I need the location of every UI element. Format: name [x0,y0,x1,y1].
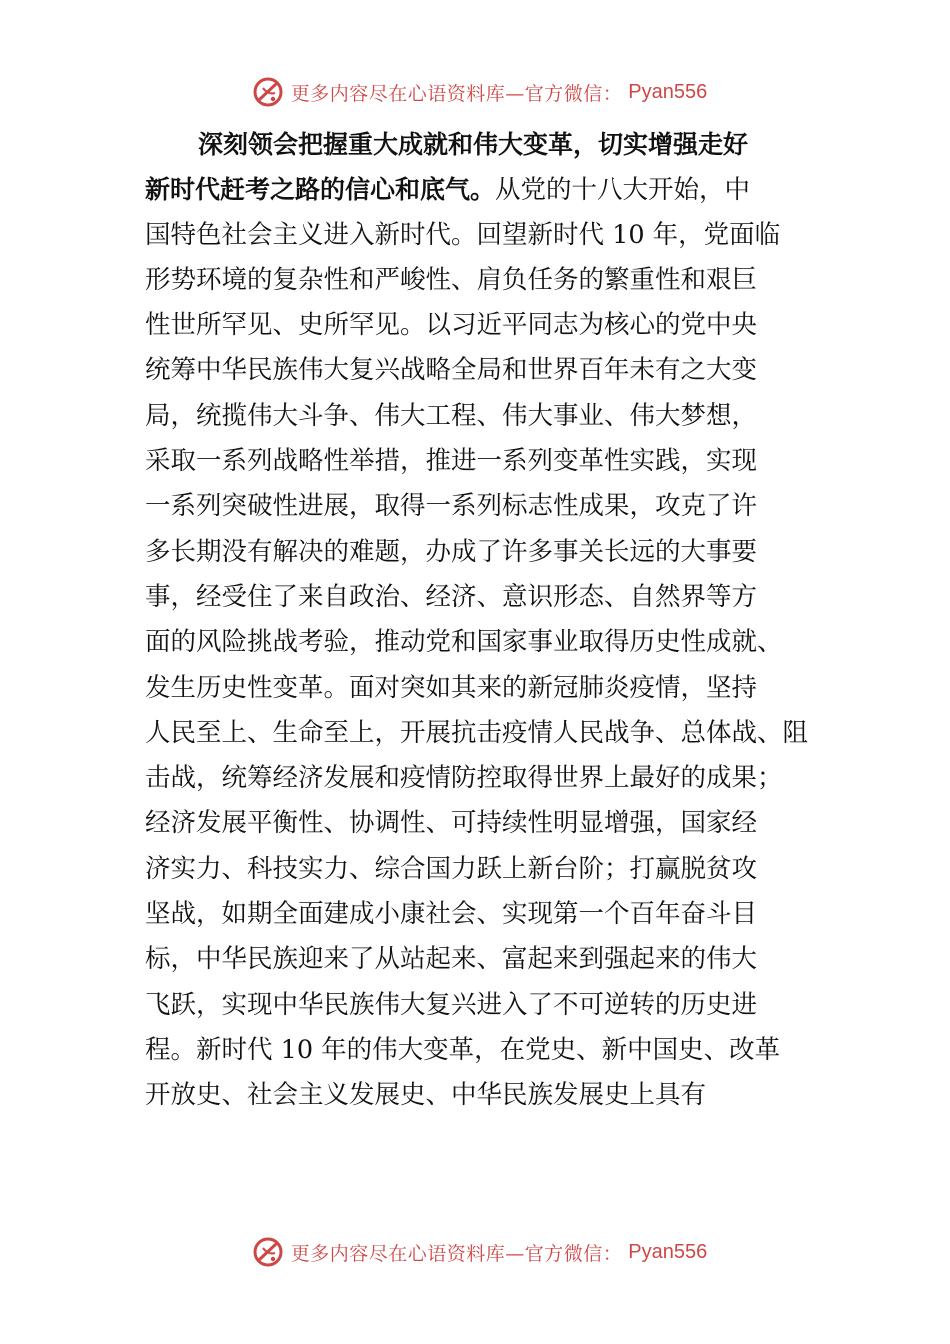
body-text: 性世所罕见、史所罕见。以习近平同志为核心的党中央 [145,310,758,341]
footer-handle: Pyan556 [628,1240,708,1263]
body-line [145,711,815,756]
header-banner [0,72,950,112]
body-text: 程。新时代 10 年的伟大变革，在党史、新中国史、改革 [145,1034,781,1065]
body-line [145,394,815,439]
body-line [145,620,815,665]
body-line [145,258,815,303]
body-line [145,530,815,575]
body-text: 国特色社会主义进入新时代。回望新时代 10 年，党面临 [145,219,781,250]
bold-lead-text: 新时代赶考之路的信心和底气。 [145,175,496,205]
body-line [145,1073,815,1118]
body-text: 面的风险挑战考验，推动党和国家事业取得历史性成就、 [145,627,783,658]
body-line [145,847,815,892]
header-banner-inner [251,75,707,109]
body-line [145,801,815,846]
body-line [145,1028,815,1073]
body-text: 统筹中华民族伟大复兴战略全局和世界百年未有之大变 [145,355,758,386]
body-line [145,303,815,348]
body-text: 经济发展平衡性、协调性、可持续性明显增强，国家经 [145,808,758,839]
document-body [145,122,815,1119]
header-text: 更多内容尽在心语资料库—官方微信： [290,82,623,105]
body-text: 济实力、科技实力、综合国力跃上新台阶；打赢脱贫攻 [145,853,758,884]
body-text: 形势环境的复杂性和严峻性、肩负任务的繁重性和艰巨 [145,264,758,295]
body-text: 采取一系列战略性举措，推进一系列变革性实践，实现 [145,446,758,477]
body-text: 标，中华民族迎来了从站起来、富起来到强起来的伟大 [145,944,758,975]
body-line [145,983,815,1028]
body-line [145,122,815,167]
body-text: 飞跃，实现中华民族伟大复兴进入了不可逆转的历史进 [145,989,758,1020]
body-line [145,892,815,937]
body-line [145,575,815,620]
body-text: 多长期没有解决的难题，办成了许多事关长远的大事要 [145,536,758,567]
brand-logo-icon [251,1235,285,1269]
body-line [145,937,815,982]
body-line [145,756,815,801]
brand-logo-icon [251,75,285,109]
body-text: 击战，统筹经济发展和疫情防控取得世界上最好的成果； [145,763,783,794]
body-text: 开放史、社会主义发展史、中华民族发展史上具有 [145,1080,707,1111]
bold-lead-text: 深刻领会把握重大成就和伟大变革，切实增强走好 [198,130,749,159]
body-text: 发生历史性变革。面对突如其来的新冠肺炎疫情，坚持 [145,672,758,703]
footer-banner [0,1232,950,1272]
body-text: 局，统揽伟大斗争、伟大工程、伟大事业、伟大梦想， [145,400,758,431]
footer-banner-inner [251,1235,707,1269]
body-text: 事，经受住了来自政治、经济、意识形态、自然界等方 [145,581,758,612]
body-line [145,167,815,212]
header-handle: Pyan556 [628,80,708,103]
footer-text: 更多内容尽在心语资料库—官方微信： [290,1242,623,1265]
body-line [145,213,815,258]
body-text: 人民至上、生命至上，开展抗击疫情人民战争、总体战、阻 [145,717,809,748]
body-text: 坚战，如期全面建成小康社会、实现第一个百年奋斗目 [145,899,758,930]
body-line [145,666,815,711]
body-line [145,484,815,529]
body-line [145,348,815,393]
body-line [145,439,815,484]
body-text: 从党的十八大开始，中 [495,175,751,206]
body-text: 一系列突破性进展，取得一系列标志性成果，攻克了许 [145,491,758,522]
